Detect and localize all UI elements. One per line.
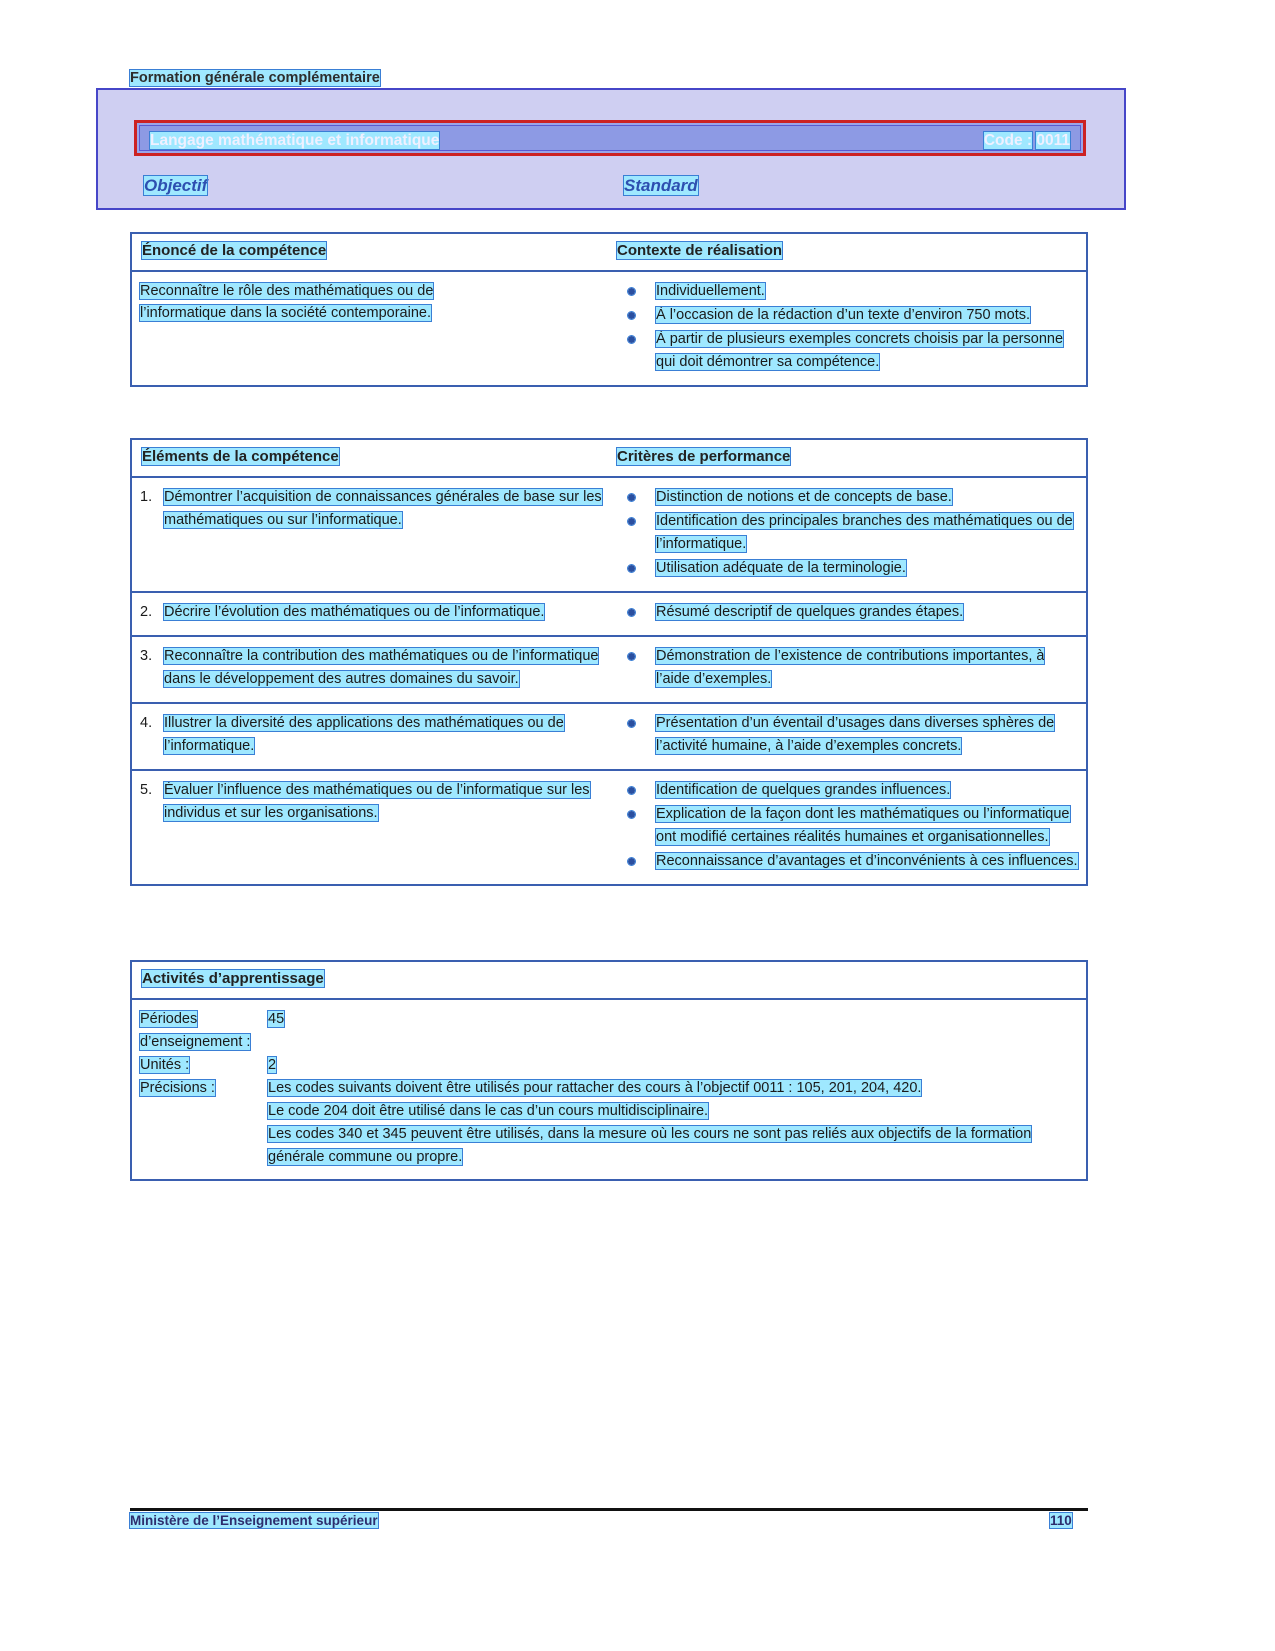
- criteria-list: [620, 779, 1078, 873]
- objective-label: Objectif: [144, 176, 208, 195]
- objective-title: Langage mathématique et informatique: [150, 132, 440, 149]
- objective-code: Code : 0011: [983, 132, 1070, 149]
- bullet-icon: [628, 312, 635, 319]
- competency-head-left: Énoncé de la compétence: [142, 242, 327, 259]
- list-item: Distinction de notions et de concepts de base.: [620, 486, 1078, 509]
- list-item: À partir de plusieurs exemples concrets choisis par la personne qui doit démontrer sa compétence.: [620, 328, 1078, 374]
- title-band: [96, 88, 1126, 210]
- activities-block: [130, 960, 1088, 1181]
- list-item: Reconnaissance d’avantages et d’inconvénients à ces influences.: [620, 850, 1078, 873]
- competency-statement: Reconnaître le rôle des mathématiques ou de l’informatique dans la société contemporaine.: [140, 283, 434, 321]
- activities-body: [132, 1000, 1086, 1179]
- precisions-row: Précisions : Les codes suivants doivent être utilisés pour rattacher des cours à l’objectif 0011 : 105, 201, 204, 420. Le code 204 doit être utilisé dans le cas d’un cours multidisciplinaire. Les codes 340 et 345 peuvent être utilisés, dans la mesure où les cours ne sont pas reliés aux objectifs de la formation générale commune ou propre.: [132, 1077, 1086, 1169]
- table-row: [132, 593, 1086, 637]
- criteria-list: [620, 601, 1078, 624]
- criteria-list: [620, 645, 1078, 691]
- bullet-icon: [628, 336, 635, 343]
- list-item: Identification des principales branches des mathématiques ou de l’informatique.: [620, 510, 1078, 556]
- footer-divider: [130, 1508, 1088, 1511]
- section-label-text: Formation générale complémentaire: [130, 70, 380, 86]
- table-row: [132, 637, 1086, 704]
- bullet-icon: [628, 288, 635, 295]
- list-item: À l’occasion de la rédaction d’un texte d’environ 750 mots.: [620, 304, 1078, 327]
- bullet-icon: [628, 494, 635, 501]
- competency-row: [132, 272, 1086, 385]
- activities-block-header: [132, 962, 1086, 1000]
- section-label: [130, 70, 380, 86]
- element-item: 5. Évaluer l’influence des mathématiques ou de l’informatique sur les individus et sur les organisations.: [140, 782, 590, 821]
- table-row: [132, 771, 1086, 884]
- element-item: 3. Reconnaître la contribution des mathématiques ou de l’informatique dans le développement des autres domaines du savoir.: [140, 648, 599, 687]
- units-row: Unités : 2: [140, 1057, 277, 1073]
- precision-line: Les codes 340 et 345 peuvent être utilisés, dans la mesure où les cours ne sont pas reliés aux objectifs de la formation générale commune ou propre.: [268, 1126, 1032, 1165]
- list-item: Résumé descriptif de quelques grandes étapes.: [620, 601, 1078, 624]
- title-bar-inner: [139, 125, 1081, 151]
- table-row: [132, 478, 1086, 593]
- element-item: 2. Décrire l’évolution des mathématiques ou de l’informatique.: [140, 604, 545, 620]
- bullet-icon: [628, 720, 635, 727]
- title-bar: [134, 120, 1086, 156]
- context-bullet-list: [620, 280, 1078, 374]
- list-item: Utilisation adéquate de la terminologie.: [620, 557, 1078, 580]
- bullet-icon: [628, 858, 635, 865]
- periods-row: Périodes d’enseignement : 45: [140, 1011, 285, 1050]
- list-item: Individuellement.: [620, 280, 1078, 303]
- precision-line: Le code 204 doit être utilisé dans le cas d’un cours multidisciplinaire.: [268, 1103, 709, 1119]
- criteria-list: [620, 486, 1078, 580]
- precision-line: Les codes suivants doivent être utilisés pour rattacher des cours à l’objectif 0011 : 105, 201, 204, 420.: [268, 1080, 922, 1096]
- bullet-icon: [628, 565, 635, 572]
- activities-head: Activités d’apprentissage: [142, 970, 324, 987]
- page-number: 110: [1050, 1513, 1072, 1528]
- competency-block: [130, 232, 1088, 387]
- bullet-icon: [628, 518, 635, 525]
- elements-head-left: Éléments de la compétence: [142, 448, 339, 465]
- competency-context: [614, 272, 1086, 385]
- competency-head-right: Contexte de réalisation: [617, 242, 783, 259]
- competency-block-header: [132, 234, 1086, 272]
- bullet-icon: [628, 609, 635, 616]
- footer-ministry: Ministère de l’Enseignement supérieur: [130, 1513, 378, 1528]
- list-item: Présentation d’un éventail d’usages dans diverses sphères de l’activité humaine, à l’aide d’exemples concrets.: [620, 712, 1078, 758]
- criteria-list: [620, 712, 1078, 758]
- objective-standard-row: [144, 176, 1044, 196]
- element-item: 4. Illustrer la diversité des applications des mathématiques ou de l’informatique.: [140, 715, 564, 754]
- elements-head-right: Critères de performance: [617, 448, 791, 465]
- list-item: Identification de quelques grandes influences.: [620, 779, 1078, 802]
- bullet-icon: [628, 787, 635, 794]
- bullet-icon: [628, 653, 635, 660]
- table-row: [132, 704, 1086, 771]
- bullet-icon: [628, 811, 635, 818]
- list-item: Démonstration de l’existence de contributions importantes, à l’aide d’exemples.: [620, 645, 1078, 691]
- list-item: Explication de la façon dont les mathématiques ou l’informatique ont modifié certaines réalités humaines et organisationnelles.: [620, 803, 1078, 849]
- elements-block-header: [132, 440, 1086, 478]
- standard-label: Standard: [624, 176, 698, 195]
- element-item: 1. Démontrer l’acquisition de connaissances générales de base sur les mathématiques ou sur l’informatique.: [140, 489, 602, 528]
- elements-block: [130, 438, 1088, 886]
